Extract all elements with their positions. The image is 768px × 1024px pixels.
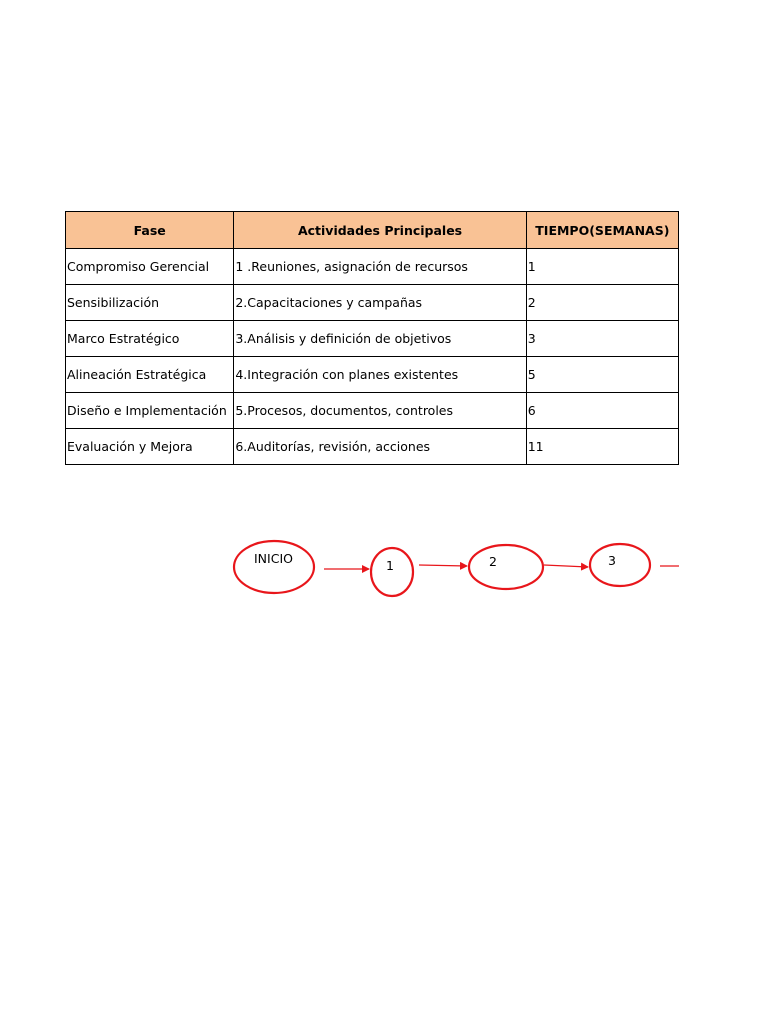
- node-inicio-shape: [234, 541, 314, 593]
- cell-actividad: 2.Capacitaciones y campañas: [234, 285, 526, 321]
- header-fase: Fase: [66, 212, 234, 249]
- node-inicio-label: INICIO: [254, 551, 293, 566]
- header-actividades: Actividades Principales: [234, 212, 526, 249]
- node-2-shape: [469, 545, 543, 589]
- table-row: [66, 285, 679, 321]
- table-row: [66, 357, 679, 393]
- cell-fase: Diseño e Implementación: [66, 393, 234, 429]
- cell-fase: Compromiso Gerencial: [66, 249, 234, 285]
- cell-actividad: 3.Análisis y definición de objetivos: [234, 321, 526, 357]
- cell-actividad: 1 .Reuniones, asignación de recursos: [234, 249, 526, 285]
- cell-tiempo: 2: [526, 285, 678, 321]
- cell-tiempo: 5: [526, 357, 678, 393]
- node-3-label: 3: [608, 553, 616, 568]
- node-3-shape: [590, 544, 650, 586]
- cell-fase: Sensibilización: [66, 285, 234, 321]
- header-tiempo: TIEMPO(SEMANAS): [526, 212, 678, 249]
- table-row: [66, 393, 679, 429]
- node-2-label: 2: [489, 554, 497, 569]
- cell-actividad: 4.Integración con planes existentes: [234, 357, 526, 393]
- cell-fase: Evaluación y Mejora: [66, 429, 234, 465]
- table-row: [66, 249, 679, 285]
- cell-tiempo: 11: [526, 429, 678, 465]
- cell-fase: Marco Estratégico: [66, 321, 234, 357]
- cell-tiempo: 6: [526, 393, 678, 429]
- table-row: [66, 321, 679, 357]
- cell-fase: Alineación Estratégica: [66, 357, 234, 393]
- node-1-shape: [371, 548, 413, 596]
- cell-actividad: 6.Auditorías, revisión, acciones: [234, 429, 526, 465]
- arrow-2-to-3: [544, 565, 588, 567]
- cell-tiempo: 1: [526, 249, 678, 285]
- table-header-row: [66, 212, 679, 249]
- phases-table: [65, 211, 679, 465]
- node-1-label: 1: [386, 558, 394, 573]
- cell-actividad: 5.Procesos, documentos, controles: [234, 393, 526, 429]
- cell-tiempo: 3: [526, 321, 678, 357]
- arrow-1-to-2: [419, 565, 467, 566]
- table-row: [66, 429, 679, 465]
